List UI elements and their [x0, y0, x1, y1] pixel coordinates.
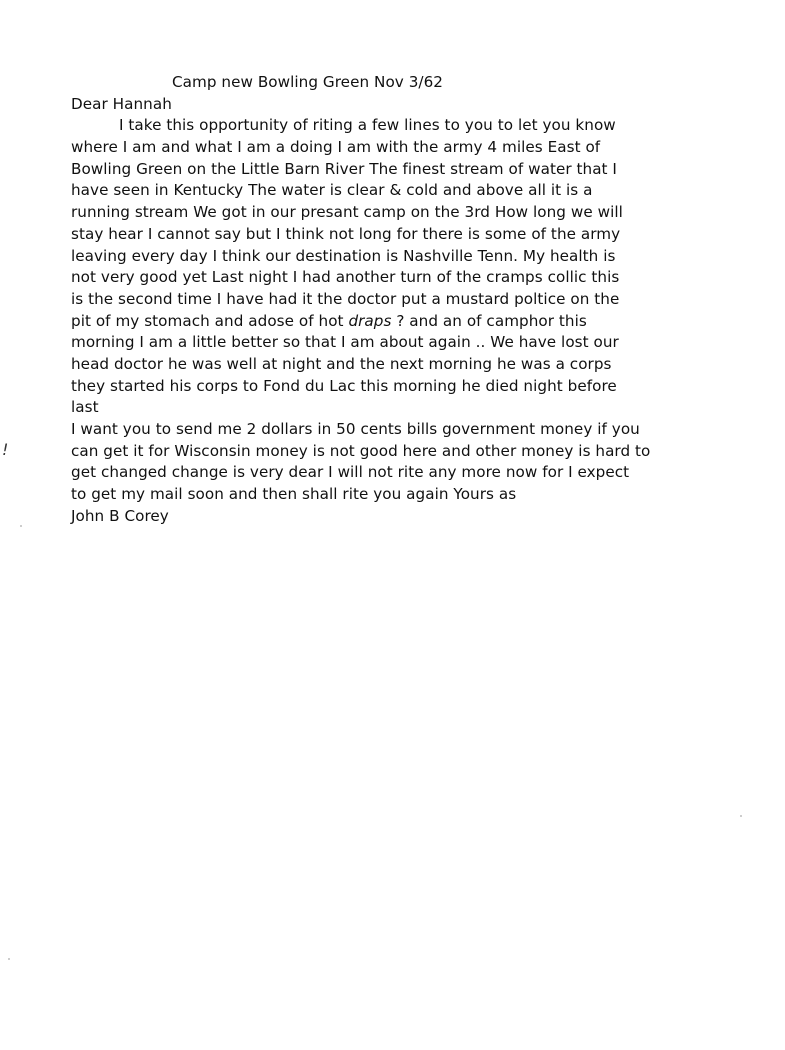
body-line: get changed change is very dear I will not rite any more now for I expect	[71, 463, 630, 482]
body-line: stay hear I cannot say but I think not long for there is some of the army	[71, 224, 621, 243]
body-line: running stream We got in our presant camp on the 3rd How long we will	[71, 203, 623, 222]
letter-text	[71, 72, 721, 527]
italic-word: draps	[348, 311, 392, 330]
margin-exclamation-mark: !	[2, 440, 9, 459]
body-line: head doctor he was well at night and the next morning he was a corps	[71, 354, 612, 373]
body-line: I want you to send me 2 dollars in 50 cents bills government money if you	[71, 420, 640, 438]
body-text-segment: pit of my stomach and adose of hot	[71, 311, 349, 330]
body-line: can get it for Wisconsin money is not good here and other money is hard to	[71, 441, 651, 460]
body-line: morning I am a little better so that I am about again .. We have lost our	[71, 333, 619, 352]
letter-heading: Camp new Bowling Green Nov 3/62	[172, 73, 444, 91]
body-line: Bowling Green on the Little Barn River The finest stream of water that I	[71, 159, 617, 178]
body-text-segment: ? and an of camphor this	[391, 311, 587, 330]
body-line: leaving every day I think our destination is Nashville Tenn. My health is	[71, 246, 616, 265]
body-line: they started his corps to Fond du Lac this morning he died night before	[71, 376, 617, 395]
scan-speck	[740, 815, 742, 817]
body-line: to get my mail soon and then shall rite you again Yours as	[71, 485, 517, 504]
body-line-with-italic	[71, 311, 721, 333]
signature: John B Corey	[71, 506, 169, 525]
body-line: where I am and what I am a doing I am with the army 4 miles East of	[71, 138, 601, 157]
scan-speck	[20, 525, 22, 527]
body-line: have seen in Kentucky The water is clear & cold and above all it is a	[71, 181, 593, 200]
scan-speck	[8, 958, 10, 960]
body-line: is the second time I have had it the doctor put a mustard poltice on the	[71, 289, 620, 308]
body-line: I take this opportunity of riting a few lines to you to let you know	[119, 116, 616, 135]
body-line: not very good yet Last night I had another turn of the cramps collic this	[71, 268, 620, 287]
salutation: Dear Hannah	[71, 94, 172, 113]
body-line: last	[71, 398, 99, 417]
